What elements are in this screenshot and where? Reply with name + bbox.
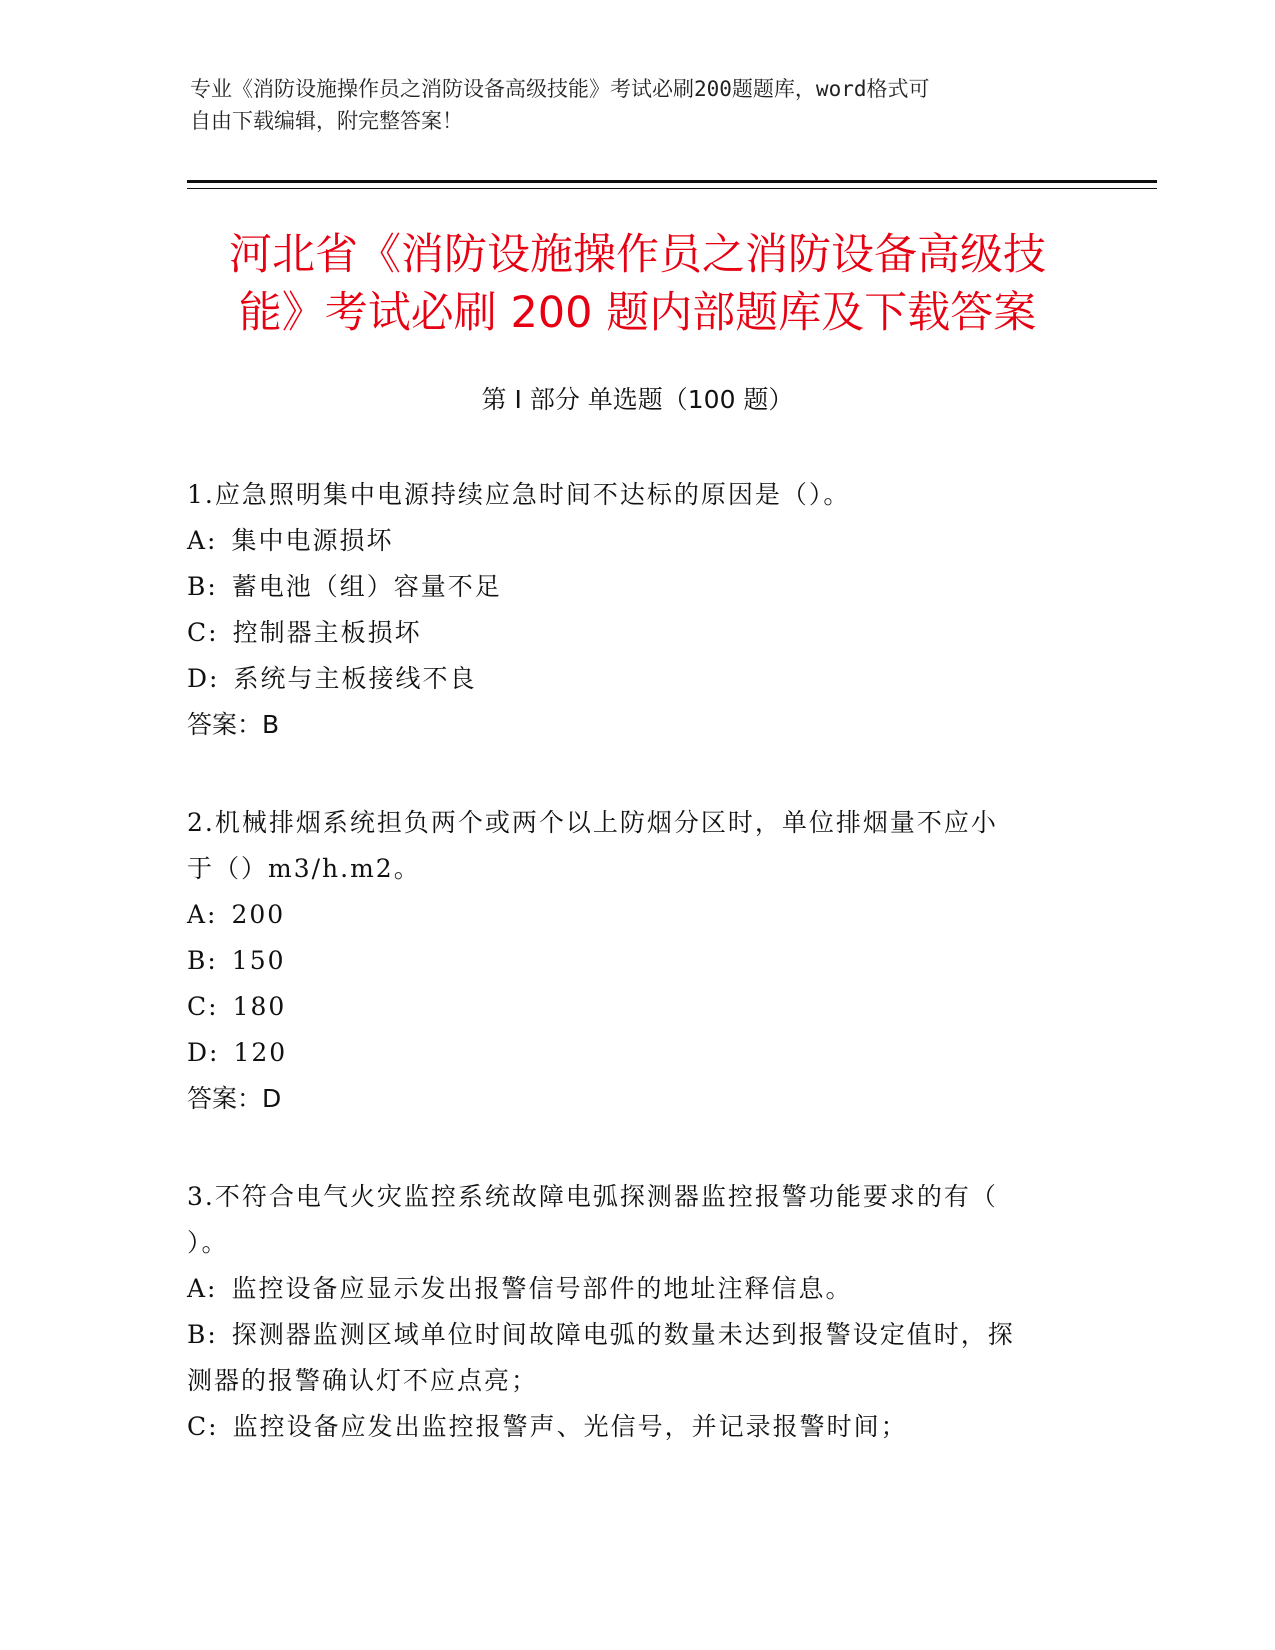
option-key: D: — [187, 664, 220, 693]
option-key: A: — [187, 900, 218, 929]
question-stem-continued: ）。 — [187, 1228, 229, 1257]
option-key: C: — [187, 992, 219, 1021]
question-stem-continued: 于（）m3/h.m2。 — [187, 854, 421, 883]
option-text: 监控设备应显示发出报警信号部件的地址注释信息。 — [231, 1274, 853, 1303]
question-2 — [187, 800, 1087, 1122]
header-note-line-2: 自由下载编辑，附完整答案！ — [190, 109, 463, 133]
option-c — [187, 984, 1087, 1030]
option-text: 控制器主板损坏 — [232, 618, 422, 647]
option-text: 蓄电池（组）容量不足 — [231, 572, 502, 601]
option-text: 200 — [231, 900, 286, 929]
option-b-continued: 测器的报警确认灯不应点亮； — [187, 1366, 539, 1395]
question-stem: 2.机械排烟系统担负两个或两个以上防烟分区时，单位排烟量不应小 — [187, 808, 998, 837]
option-a — [187, 892, 1087, 938]
option-c — [187, 1404, 1087, 1450]
option-b — [187, 564, 1087, 610]
option-key: A: — [187, 526, 218, 555]
header-note-line-1: 专业《消防设施操作员之消防设备高级技能》考试必刷200题题库，word格式可 — [190, 77, 930, 101]
question-list — [187, 472, 1087, 1502]
option-a — [187, 1266, 1087, 1312]
option-d — [187, 656, 1087, 702]
option-text: 150 — [231, 946, 286, 975]
option-key: A: — [187, 1274, 218, 1303]
question-stem: 3.不符合电气火灾监控系统故障电弧探测器监控报警功能要求的有（ — [187, 1182, 998, 1211]
option-key: B: — [187, 946, 218, 975]
option-key: B: — [187, 1320, 218, 1349]
option-d — [187, 1030, 1087, 1076]
option-key: C: — [187, 618, 219, 647]
document-title-line-1: 河北省《消防设施操作员之消防设备高级技 — [229, 230, 1046, 280]
option-a — [187, 518, 1087, 564]
header-divider-thin — [187, 188, 1157, 189]
option-text: 120 — [233, 1038, 288, 1067]
option-key: D: — [187, 1038, 220, 1067]
answer-text: 答案：B — [187, 710, 280, 739]
option-b — [187, 1312, 1087, 1358]
question-stem: 1.应急照明集中电源持续应急时间不达标的原因是（）。 — [187, 480, 851, 509]
option-key: B: — [187, 572, 218, 601]
document-title-line-2: 能》考试必刷 200 题内部题库及下载答案 — [238, 288, 1037, 338]
document-title — [150, 226, 1125, 342]
question-1 — [187, 472, 1087, 748]
option-text: 监控设备应发出监控报警声、光信号，并记录报警时间； — [232, 1412, 908, 1441]
option-text: 探测器监测区域单位时间故障电弧的数量未达到报警设定值时，探 — [231, 1320, 1015, 1349]
option-key: C: — [187, 1412, 219, 1441]
option-text: 集中电源损坏 — [231, 526, 394, 555]
option-text: 180 — [232, 992, 287, 1021]
header-divider-thick — [187, 180, 1157, 183]
header-note — [190, 73, 1070, 137]
option-b — [187, 938, 1087, 984]
option-c — [187, 610, 1087, 656]
answer-text: 答案：D — [187, 1084, 282, 1113]
section-title: 第 I 部分 单选题（100 题） — [481, 385, 794, 414]
question-3 — [187, 1174, 1087, 1450]
option-text: 系统与主板接线不良 — [233, 664, 477, 693]
